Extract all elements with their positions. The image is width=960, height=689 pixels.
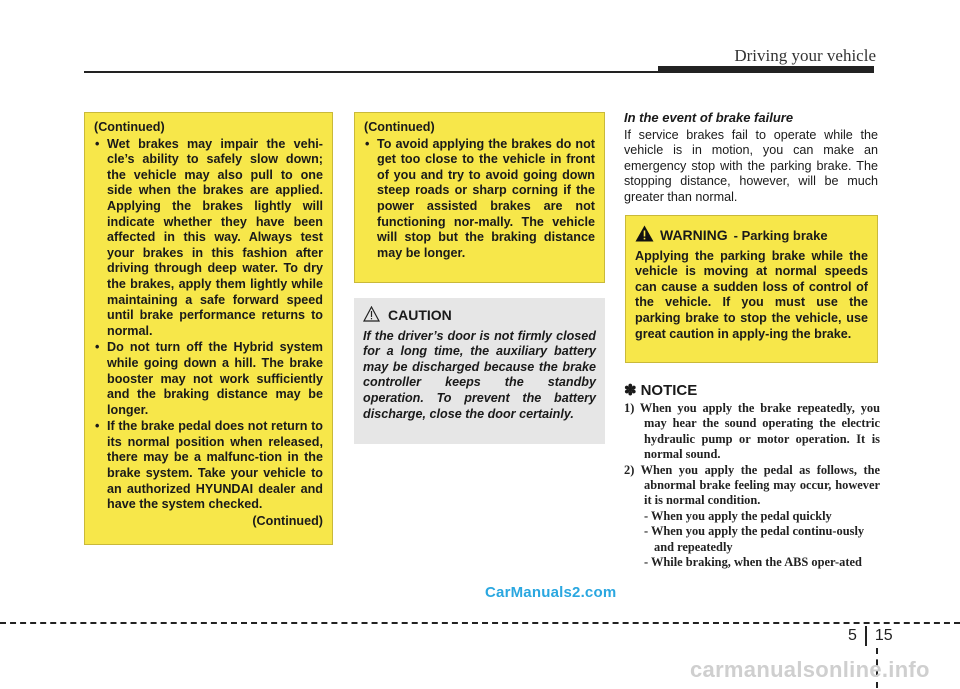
warning-title: WARNING	[660, 226, 728, 243]
section-number: 5	[848, 627, 857, 644]
brake-failure-title: In the event of brake failure	[624, 110, 794, 125]
header-rule-accent	[658, 66, 874, 72]
caution-body: If the driver’s door is not firmly closed for a long time, the auxiliary battery may be discharged because the brake controller keeps the standby operation. To prevent the battery discharge, close the door certainly.	[363, 328, 596, 421]
notice-cross-icon: ✽	[624, 382, 637, 399]
warning-box	[625, 215, 878, 363]
caution-box	[354, 298, 605, 444]
continued-label: (Continued)	[252, 513, 323, 528]
continued-label: (Continued)	[364, 120, 435, 134]
page-number-value: 15	[874, 627, 893, 644]
page-separator	[865, 626, 867, 646]
bullet-item: • To avoid applying the brakes do not get too close to the vehicle in front of you and try to avoid going down steep roads or sharp corning if the power assisted brakes are not functioning nor-mally. The vehicle will stop but the braking distance may be longer.	[364, 137, 595, 262]
bullet-item: • Wet brakes may impair the vehi-cle’s ability to safely slow down; the vehicle may also pull to one side when the brakes are applied. Applying the brakes lightly will indicate whether they have been affected in this way. Always test your brakes in this fashion after driving through deep water. To dry the brakes, apply them lightly while maintaining a safe forward speed until brake performance returns to normal.	[94, 137, 323, 340]
notice-body	[624, 401, 880, 570]
caution-triangle-icon	[363, 306, 380, 326]
notice-item: 1) When you apply the brake repeatedly, you may hear the sound operating the electric hydraulic pump or motor operation. It is normal sound.	[624, 401, 880, 462]
bullet-item: • If the brake pedal does not return to its normal position when released, there may be a malfunc-tion in the brake system. Take your vehicle to an authorized HYUNDAI dealer and have the system checked.	[94, 419, 323, 513]
bullet-list	[364, 137, 595, 262]
continued-label: (Continued)	[94, 120, 165, 134]
bullet-item: • Do not turn off the Hybrid system while going down a hill. The brake booster may not work sufficiently and the braking distance may be longer.	[94, 340, 323, 418]
continued-warning-box-left	[84, 112, 333, 545]
warning-body: Applying the parking brake while the vehicle is moving at normal speeds can cause a sudden loss of control of the vehicle. If you must use the parking brake to stop the vehicle, use great caution in apply-ing the brake.	[635, 248, 868, 341]
notice-title: NOTICE	[640, 381, 698, 399]
bullet-list	[94, 137, 323, 513]
warning-triangle-icon	[635, 225, 654, 246]
site-watermark[interactable]: carmanualsonline.info	[690, 657, 930, 682]
watermark-link[interactable]: CarManuals2.com	[485, 584, 617, 601]
continued-warning-box-middle	[354, 112, 605, 283]
notice-subitem: - While braking, when the ABS oper-ated	[644, 555, 862, 570]
footer-dashed-rule	[0, 622, 960, 624]
page-number	[848, 626, 893, 646]
notice-subitem: - When you apply the pedal continu-ously and repeatedly	[644, 524, 865, 554]
notice-heading	[624, 381, 697, 399]
warning-subtitle: - Parking brake	[733, 227, 828, 243]
notice-subitem: - When you apply the pedal quickly	[644, 508, 832, 523]
caution-title: CAUTION	[388, 307, 452, 323]
brake-failure-body: If service brakes fail to operate while the vehicle is in motion, you can make an emergency stop with the parking brake. The stopping distance, however, will be much greater than normal.	[624, 128, 878, 204]
header-title: Driving your vehicle	[734, 46, 876, 65]
notice-item: 2) When you apply the pedal as follows, the abnormal brake feeling may occur, however it is normal condition.	[624, 462, 880, 508]
